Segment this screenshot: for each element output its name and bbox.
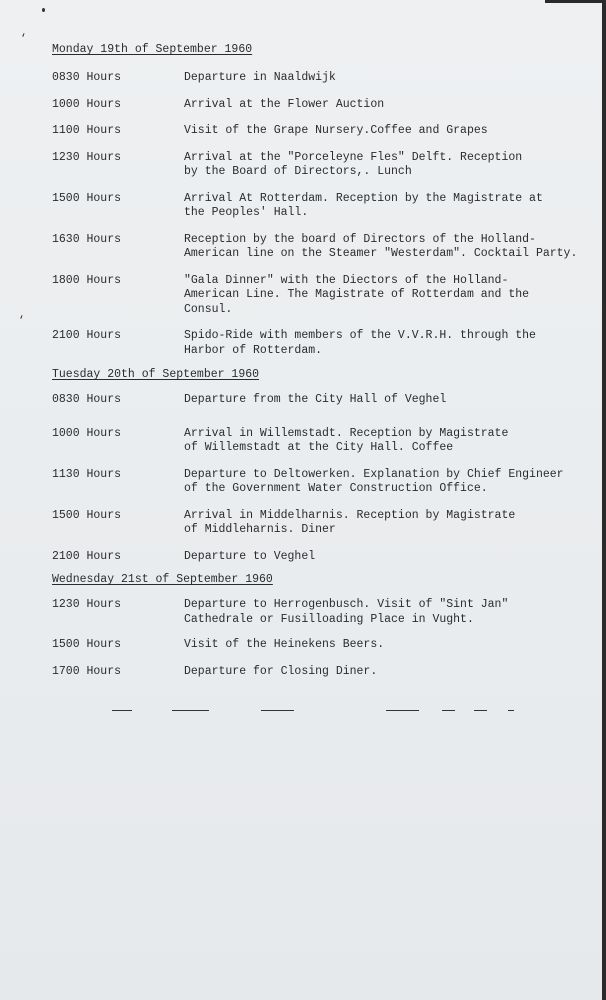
time-label: 0830 Hours: [52, 71, 122, 84]
dash: [442, 710, 455, 711]
schedule-row: [52, 550, 592, 565]
event-text: Reception by the board of Directors of the Holland- American line on the Steamer "Westerdam". Cocktail Party.: [184, 232, 578, 260]
event-text: "Gala Dinner" with the Diectors of the Holland- American Line. The Magistrate of Rotterdam and the Consul.: [184, 273, 530, 316]
schedule-row: [52, 71, 592, 86]
time-label: 1000 Hours: [52, 426, 122, 440]
dash: [112, 710, 132, 711]
time-label: 1230 Hours: [52, 598, 122, 611]
time-label: 1000 Hours: [52, 97, 122, 111]
closing-dash-line: [0, 710, 606, 714]
event-text: Departure to Deltowerken. Explanation by Chief Engineer of the Government Water Construction Office.: [184, 467, 564, 495]
event-text: Departure for Closing Diner.: [184, 664, 378, 678]
scan-edge-right: [602, 0, 606, 1000]
event-text: Departure in Naaldwijk: [184, 71, 336, 84]
day-section-tuesday: [52, 368, 592, 564]
time-label: 1800 Hours: [52, 273, 122, 287]
time-label: 2100 Hours: [52, 549, 122, 563]
schedule: [52, 40, 592, 679]
scan-edge-top: [545, 0, 606, 3]
dash: [508, 710, 514, 711]
schedule-row: [52, 468, 592, 497]
dash: [261, 710, 294, 711]
schedule-row: [52, 329, 592, 358]
event-text: Arrival at the "Porceleyne Fles" Delft. Reception by the Board of Directors,. Lunch: [184, 150, 523, 178]
event-text: Arrival in Middelharnis. Reception by Magistrate of Middleharnis. Diner: [184, 508, 516, 536]
dash: [474, 710, 487, 711]
day-heading: Wednesday 21st of September 1960: [52, 573, 273, 586]
event-text: Arrival in Willemstadt. Reception by Magistrate of Willemstadt at the City Hall. Coffee: [184, 426, 509, 454]
day-heading: Monday 19th of September 1960: [52, 43, 253, 56]
schedule-row: [52, 274, 592, 318]
scan-mark: ‘: [18, 315, 25, 327]
dash: [386, 710, 419, 711]
schedule-row: [52, 192, 592, 221]
time-label: 1700 Hours: [52, 664, 122, 678]
schedule-row: [52, 665, 592, 680]
event-text: Arrival at the Flower Auction: [184, 97, 385, 111]
day-section-monday: [52, 43, 592, 358]
event-text: Arrival At Rotterdam. Reception by the Magistrate at the Peoples' Hall.: [184, 191, 543, 219]
time-label: 0830 Hours: [52, 393, 122, 406]
event-text: Departure to Herrogenbusch. Visit of "Sint Jan" Cathedrale or Fusilloading Place in Vught.: [184, 598, 509, 626]
day-heading: Tuesday 20th of September 1960: [52, 368, 260, 381]
dash: [172, 710, 209, 711]
time-label: 1100 Hours: [52, 124, 122, 137]
schedule-row: [52, 598, 592, 627]
time-label: 2100 Hours: [52, 329, 122, 342]
event-text: Departure to Veghel: [184, 549, 316, 563]
scan-speck: [42, 8, 45, 12]
schedule-row: [52, 151, 592, 180]
event-text: Visit of the Grape Nursery.Coffee and Grapes: [184, 124, 488, 137]
schedule-row: [52, 638, 592, 653]
schedule-row: [52, 98, 592, 113]
time-label: 1230 Hours: [52, 150, 122, 164]
event-text: Departure from the City Hall of Veghel: [184, 393, 447, 406]
schedule-row: [52, 393, 592, 408]
day-section-wednesday: [52, 573, 592, 679]
time-label: 1500 Hours: [52, 508, 122, 522]
time-label: 1630 Hours: [52, 232, 122, 246]
schedule-row: [52, 124, 592, 139]
schedule-row: [52, 509, 592, 538]
event-text: Visit of the Heinekens Beers.: [184, 638, 385, 651]
event-text: Spido-Ride with members of the V.V.R.H. through the Harbor of Rotterdam.: [184, 329, 536, 357]
schedule-row: [52, 427, 592, 456]
time-label: 1500 Hours: [52, 638, 122, 651]
scan-mark: ‘: [20, 33, 27, 45]
schedule-row: [52, 233, 592, 262]
time-label: 1130 Hours: [52, 467, 122, 481]
time-label: 1500 Hours: [52, 191, 122, 205]
